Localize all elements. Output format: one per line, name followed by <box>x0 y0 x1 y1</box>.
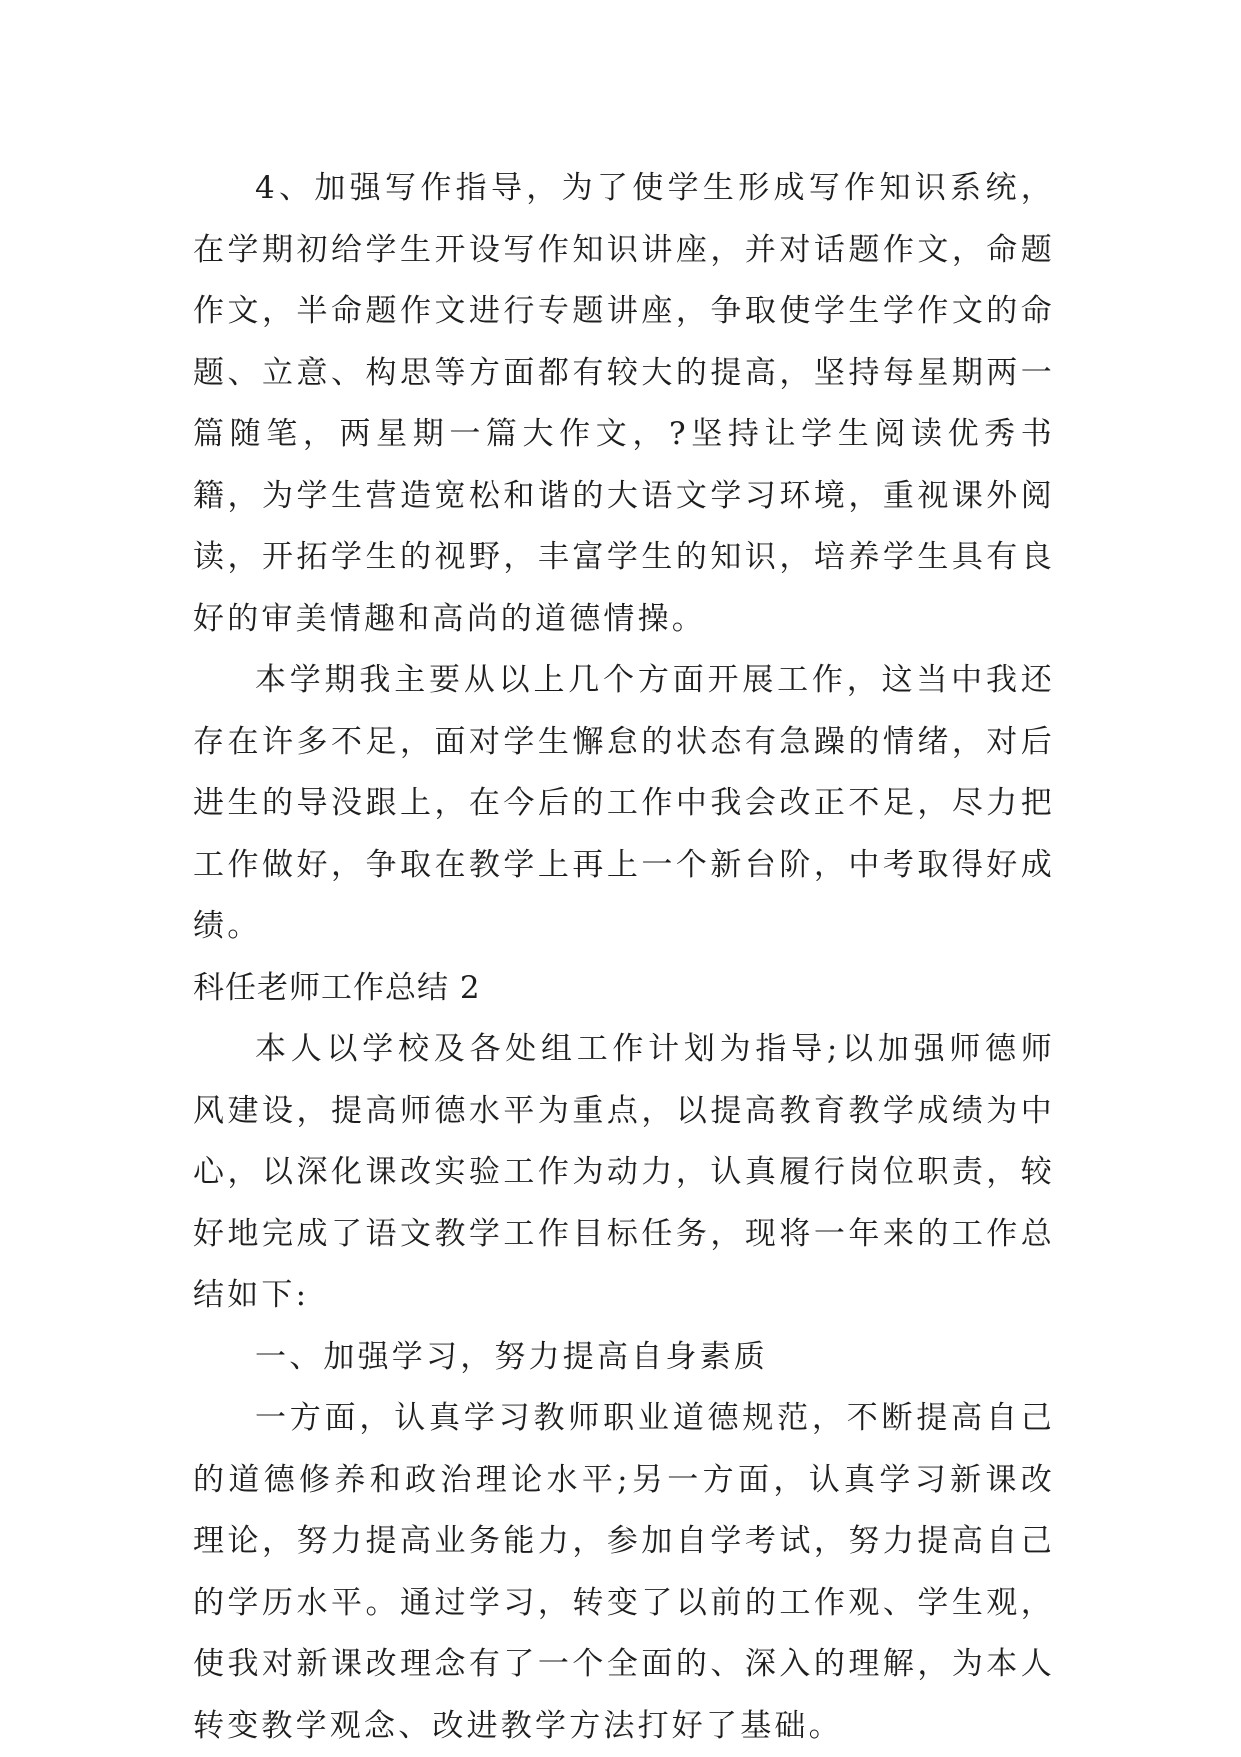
paragraph-semester-summary: 本学期我主要从以上几个方面开展工作，这当中我还存在许多不足，面对学生懈怠的状态有急躁的情绪，对后进生的导没跟上，在今后的工作中我会改正不足，尽力把工作做好，争取在教学上再上一个新台阶，中考取得好成绩。 <box>193 662 1055 944</box>
subheading-strengthen-learning: 一、加强学习，努力提高自身素质 <box>255 1338 768 1375</box>
paragraph-writing-guidance: 4、加强写作指导，为了使学生形成写作知识系统，在学期初给学生开设写作知识讲座，并对话题作文，命题作文，半命题作文进行专题讲座，争取使学生学作文的命题、立意、构思等方面都有较大的提高，坚持每星期两一篇随笔，两星期一篇大作文，?坚持让学生阅读优秀书籍，为学生营造宽松和谐的大语文学习环境，重视课外阅读，开拓学生的视野，丰富学生的知识，培养学生具有良好的审美情趣和高尚的道德情操。 <box>193 170 1055 637</box>
paragraph-introduction: 本人以学校及各处组工作计划为指导;以加强师德师风建设，提高师德水平为重点，以提高教育教学成绩为中心，以深化课改实验工作为动力，认真履行岗位职责，较好地完成了语文教学工作目标任务，现将一年来的工作总结如下: <box>193 1031 1055 1313</box>
document-body <box>193 158 1055 1757</box>
paragraph-self-study: 一方面，认真学习教师职业道德规范，不断提高自己的道德修养和政治理论水平;另一方面，认真学习新课改理论，努力提高业务能力，参加自学考试，努力提高自己的学历水平。通过学习，转变了以前的工作观、学生观，使我对新课改理念有了一个全面的、深入的理解，为本人转变教学观念、改进教学方法打好了基础。 <box>193 1400 1055 1744</box>
section-title: 科任老师工作总结 2 <box>193 969 481 1006</box>
